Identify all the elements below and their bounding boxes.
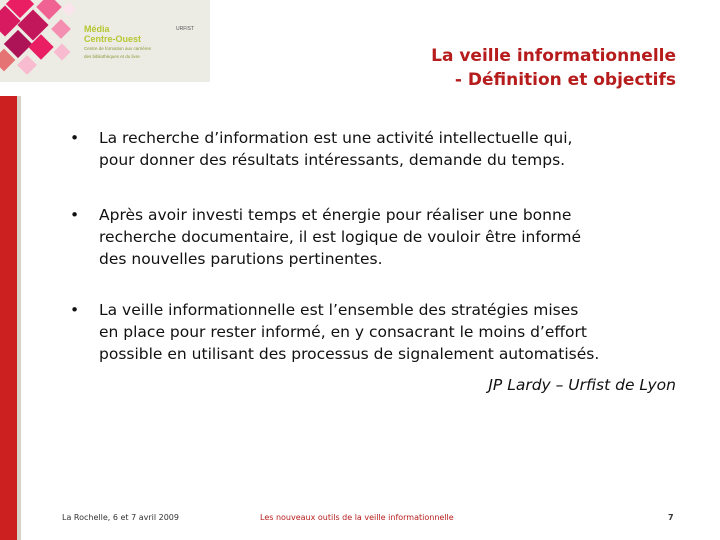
citation: JP Lardy – Urfist de Lyon bbox=[488, 376, 676, 394]
bullet-item bbox=[70, 299, 690, 365]
bullet-line: Après avoir investi temps et énergie pour réaliser une bonne bbox=[99, 206, 572, 224]
bullet-line: possible en utilisant des processus de signalement automatisés. bbox=[99, 345, 600, 363]
page-number: 7 bbox=[668, 513, 674, 522]
slide-title-line1: La veille informationnelle bbox=[431, 46, 676, 66]
mosaic-logo-graphic bbox=[0, 0, 80, 82]
logo-title-line2: Centre-Ouest bbox=[84, 34, 142, 44]
logo-subtitle-line2: des bibliothèques et du livre bbox=[84, 53, 140, 59]
urfist-logo: URFIST bbox=[176, 26, 195, 32]
bullet-line: pour donner des résultats intéressants, demande du temps. bbox=[99, 151, 566, 169]
bullet-item bbox=[70, 204, 690, 270]
bullet-marker: • bbox=[70, 129, 80, 147]
bullet-marker: • bbox=[70, 301, 80, 319]
footer-date: La Rochelle, 6 et 7 avril 2009 bbox=[62, 513, 179, 522]
bullet-line: en place pour rester informé, en y consacrant le moins d’effort bbox=[99, 323, 587, 341]
logo-subtitle-line1: Centre de formation aux carrières bbox=[84, 46, 152, 51]
bullet-line: recherche documentaire, il est logique de vouloir être informé bbox=[99, 228, 582, 246]
bullet-line: La recherche d’information est une activité intellectuelle qui, bbox=[99, 129, 573, 147]
media-centre-ouest-logo bbox=[0, 0, 210, 82]
logo-title-line1: Média bbox=[84, 24, 110, 34]
bullet-line: La veille informationnelle est l’ensemble des stratégies mises bbox=[99, 301, 579, 319]
slide-title bbox=[316, 44, 676, 92]
bullet-line: des nouvelles parutions pertinentes. bbox=[99, 250, 383, 268]
left-red-stripe bbox=[0, 96, 17, 540]
bullet-item bbox=[70, 127, 690, 171]
footer-title: Les nouveaux outils de la veille informationnelle bbox=[260, 513, 454, 522]
logo-text bbox=[84, 24, 151, 59]
left-light-stripe bbox=[17, 96, 21, 540]
bullet-list bbox=[70, 127, 690, 365]
bullet-marker: • bbox=[70, 206, 80, 224]
slide-title-line2: - Définition et objectifs bbox=[454, 70, 676, 90]
